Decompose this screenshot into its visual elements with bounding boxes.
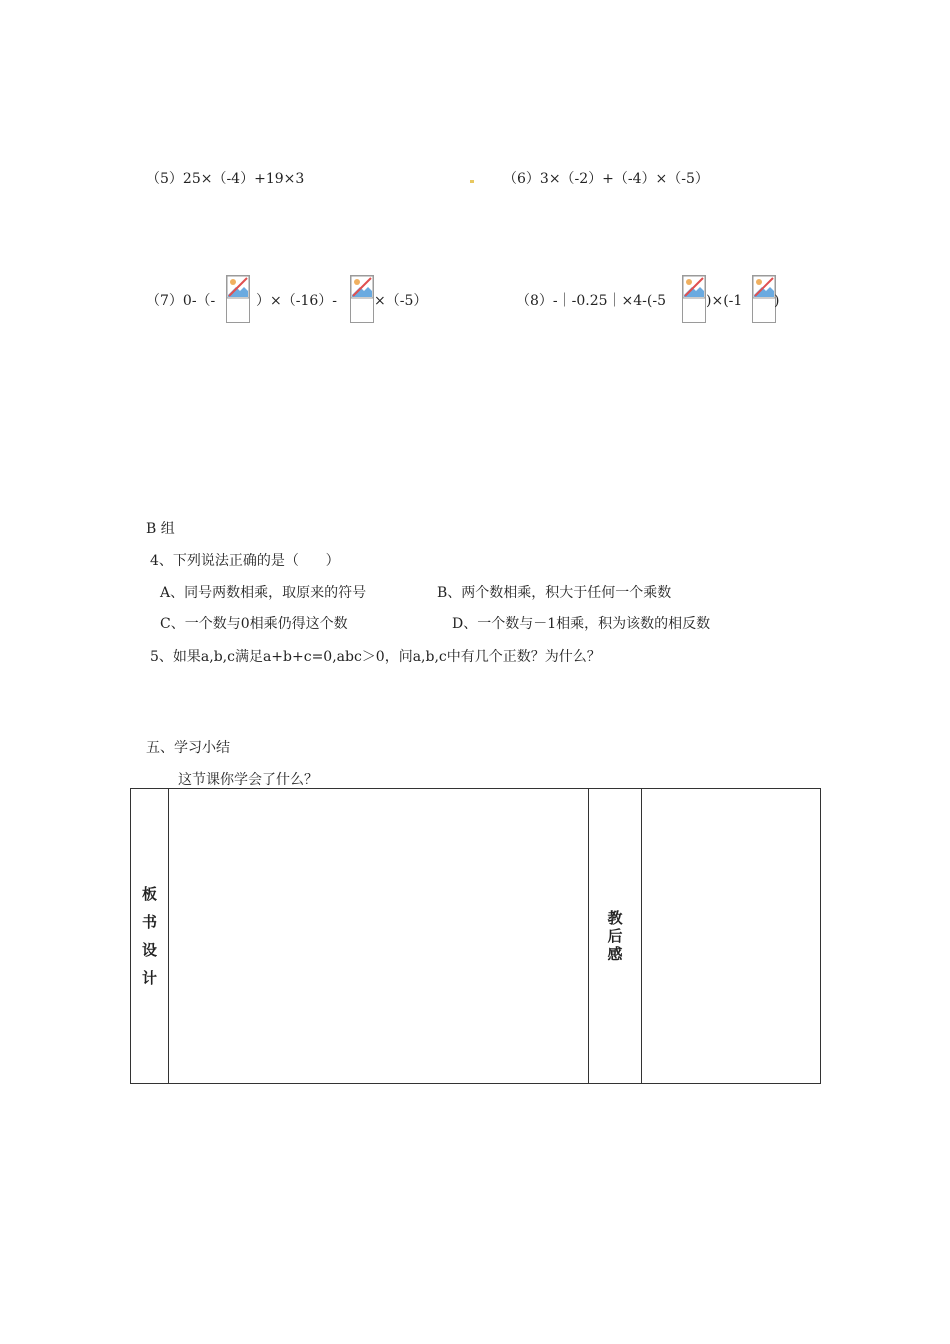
- board-design-cell[interactable]: [169, 789, 589, 1084]
- label-char: 书: [141, 913, 157, 931]
- broken-image-icon: [226, 275, 250, 323]
- broken-image-icon: [682, 275, 706, 323]
- exercise-6: （6）3×（-2）+（-4）×（-5）: [503, 171, 709, 187]
- artifact-dot: [470, 180, 474, 183]
- exercise-8-part3: ): [774, 293, 780, 309]
- summary-prompt: 这节课你学会了什么？: [178, 772, 318, 788]
- board-design-label: [131, 789, 169, 1084]
- exercise-7-part2: ）×（-16）-: [256, 293, 338, 309]
- broken-image-icon: [752, 275, 776, 323]
- broken-image-icon: [350, 275, 374, 323]
- board-design-table: [130, 788, 821, 1084]
- label-char: 计: [141, 969, 157, 987]
- exercise-8-part2: )×(-1: [706, 293, 743, 309]
- group-b-heading: B 组: [146, 521, 175, 537]
- exercise-5: （5）25×（-4）+19×3: [146, 171, 305, 187]
- reflection-cell[interactable]: [642, 789, 821, 1084]
- option-a: A、同号两数相乘，取原来的符号: [160, 585, 367, 601]
- label-char: 设: [141, 941, 157, 959]
- option-b: B、两个数相乘，积大于任何一个乘数: [437, 585, 672, 601]
- label-char: 板: [141, 885, 157, 903]
- option-d: D、一个数与－1相乘，积为该数的相反数: [452, 616, 711, 632]
- reflection-label: [589, 789, 642, 1084]
- label-char: 后: [607, 927, 623, 945]
- exercise-8-part1: （8）-｜-0.25｜×4-(-5: [516, 293, 667, 309]
- label-char: 教: [607, 909, 623, 927]
- label-char: 感: [607, 945, 623, 963]
- exercise-7-part1: （7）0-（-: [146, 293, 216, 309]
- summary-heading: 五、学习小结: [146, 740, 230, 756]
- question-4: 4、下列说法正确的是（ ）: [150, 553, 340, 569]
- question-5: 5、如果a,b,c满足a+b+c=0,abc＞0，问a,b,c中有几个正数？为什么？: [150, 649, 601, 665]
- option-c: C、一个数与0相乘仍得这个数: [160, 616, 348, 632]
- exercise-7-part3: ×（-5）: [374, 293, 428, 309]
